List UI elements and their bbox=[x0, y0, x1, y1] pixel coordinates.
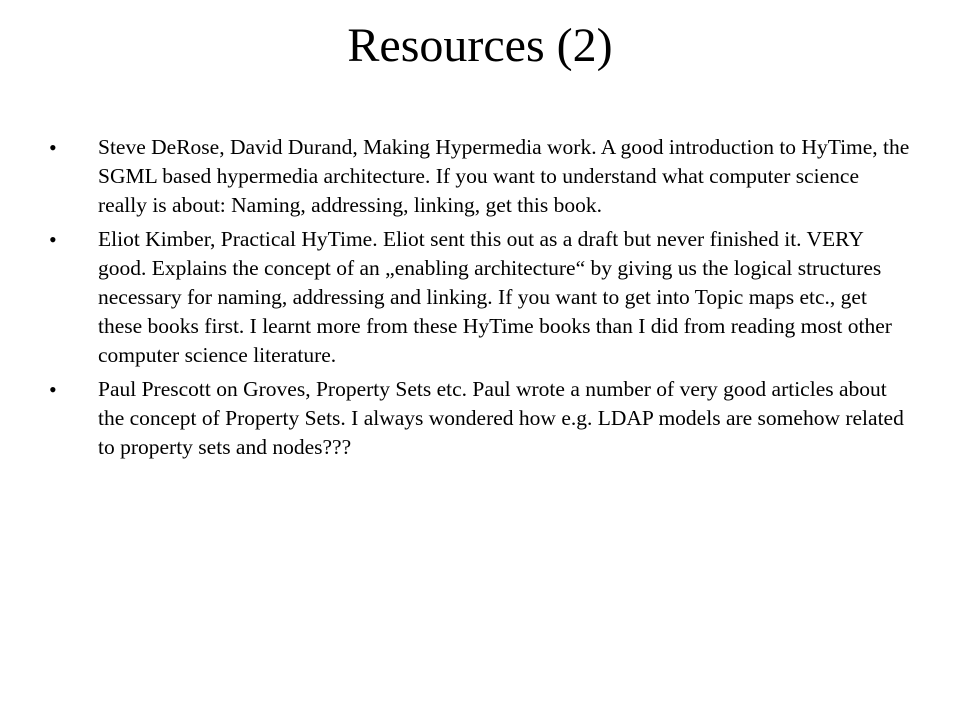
bullet-item bbox=[0, 375, 960, 462]
bullet-item bbox=[0, 225, 960, 370]
bullet-text: Eliot Kimber, Practical HyTime. Eliot sent this out as a draft but never finished it. VERY good. Explains the concept of an „enabling architecture“ by giving us the logical structures necessary for naming, addressing and linking. If you want to get into Topic maps etc., get these books first. I learnt more from these HyTime books than I did from reading most other computer science literature. bbox=[98, 227, 892, 367]
bullet-list bbox=[0, 133, 960, 467]
bullet-icon: • bbox=[49, 135, 57, 160]
bullet-icon: • bbox=[49, 377, 57, 402]
slide-title: Resources (2) bbox=[347, 19, 613, 72]
bullet-text: Paul Prescott on Groves, Property Sets etc. Paul wrote a number of very good articles about the concept of Property Sets. I always wondered how e.g. LDAP models are somehow related to property sets and nodes??? bbox=[98, 377, 904, 459]
bullet-text: Steve DeRose, David Durand, Making Hypermedia work. A good introduction to HyTime, the SGML based hypermedia architecture. If you want to understand what computer science really is about: Naming, addressing, linking, get this book. bbox=[98, 135, 910, 217]
bullet-item bbox=[0, 133, 960, 220]
bullet-icon: • bbox=[49, 227, 57, 252]
